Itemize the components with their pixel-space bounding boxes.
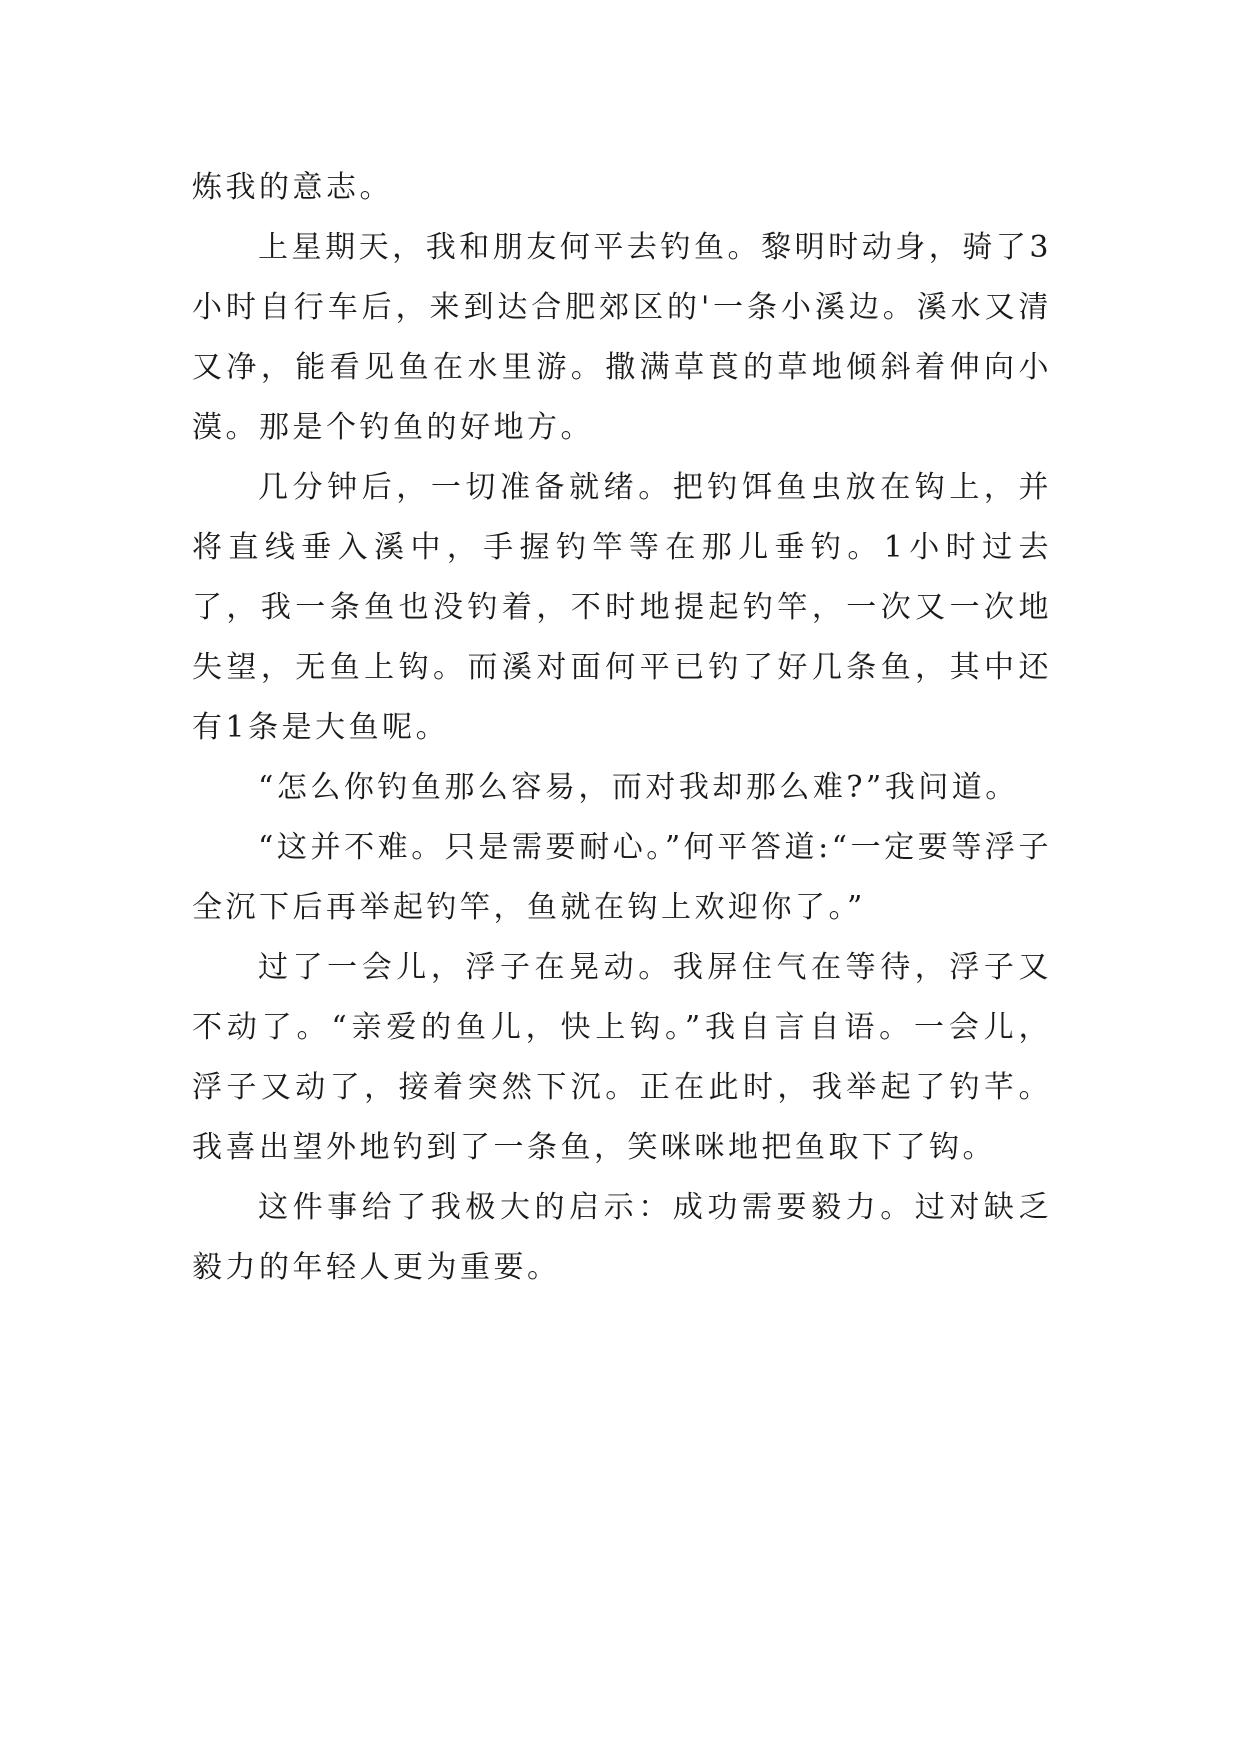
paragraph-continuation: 炼我的意志。	[192, 170, 393, 205]
paragraph-catch: 过了一会儿，浮子在晃动。我屏住气在等待，浮子又不动了。“亲爱的鱼儿，快上钩。”我自言自语。一会儿，浮子又动了，接着突然下沉。正在此时，我举起了钓芊。我喜出望外地钓到了一条鱼，笑咪咪地把鱼取下了钩。	[192, 950, 1052, 1165]
paragraph-lesson: 这件事给了我极大的启示：成功需要毅力。过对缺乏毅力的年轻人更为重要。	[192, 1190, 1052, 1285]
paragraph-answer: “这并不难。只是需要耐心。”何平答道:“一定要等浮子全沉下后再举起钓竿，鱼就在钩上欢迎你了。”	[192, 830, 1052, 925]
paragraph-fishing-trip: 上星期天，我和朋友何平去钓鱼。黎明时动身，骑了3小时自行车后，来到达合肥郊区的'一条小溪边。溪水又清又净，能看见鱼在水里游。撒满草莨的草地倾斜着伸向小漠。那是个钓鱼的好地方。	[192, 230, 1052, 445]
paragraph-waiting: 几分钟后，一切准备就绪。把钓饵鱼虫放在钩上，并将直线垂入溪中，手握钓竿等在那儿垂钓。1小时过去了，我一条鱼也没钓着，不时地提起钓竿，一次又一次地失望，无鱼上钩。而溪对面何平已钓了好几条鱼，其中还有1条是大鱼呢。	[192, 470, 1052, 745]
document-body	[192, 158, 1052, 1298]
paragraph-question: “怎么你钓鱼那么容易，而对我却那么难?”我问道。	[258, 770, 1019, 805]
